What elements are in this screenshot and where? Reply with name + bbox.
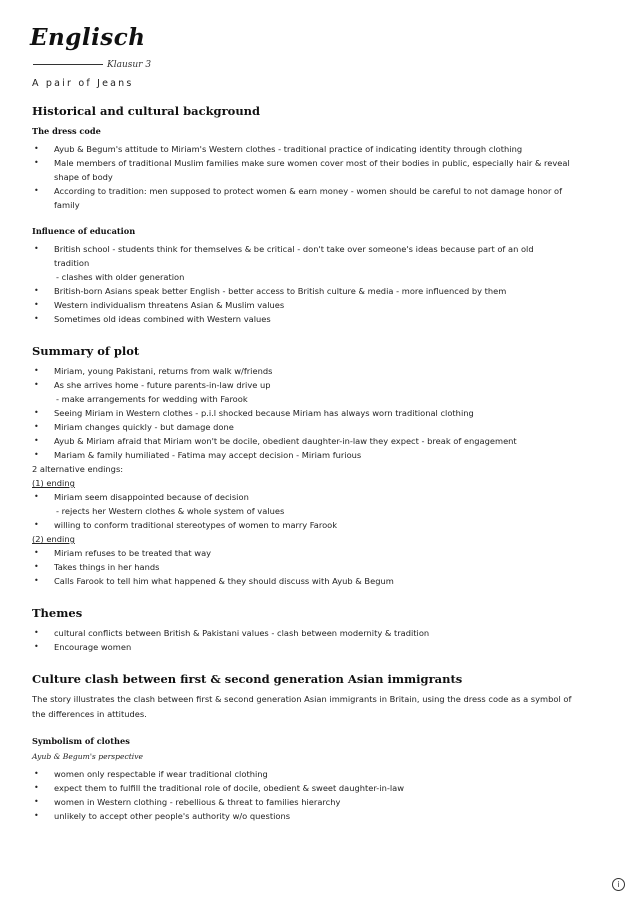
culture-clash-paragraph-line: the differences in attitudes. [32, 709, 147, 719]
list-item: • Ayub & Begum's attitude to Miriam's Western clothes - traditional practice of indicating identity through clothing [32, 142, 612, 156]
list-item: • British-born Asians speak better English - better access to British culture & media - more influenced by them [32, 284, 612, 298]
list-subitem: - clashes with older generation [56, 272, 185, 282]
list-item: • unlikely to accept other people's authority w/o questions [32, 809, 612, 823]
document-name: A pair of Jeans [32, 78, 134, 89]
subtitle [33, 60, 151, 70]
list-item: • Takes things in her hands [32, 560, 612, 574]
list-item: • Miriam seem disappointed because of decision [32, 490, 612, 504]
ending-1-list-2 [32, 518, 612, 532]
list-item: • Ayub & Miriam afraid that Miriam won't be docile, obedient daughter-in-law they expect - break of engagement [32, 434, 612, 448]
list-item: • cultural conflicts between British & Pakistani values - clash between modernity & tradition [32, 626, 612, 640]
list-item: • Mariam & family humiliated - Fatima may accept decision - Miriam furious [32, 448, 612, 462]
education-list-2 [32, 284, 612, 326]
heading-symbolism: Symbolism of clothes [32, 736, 130, 746]
list-item-continuation: tradition [54, 258, 90, 268]
list-item-continuation: family [54, 200, 80, 210]
education-list [32, 242, 612, 256]
page-title: Englisch [30, 24, 146, 51]
list-item: • As she arrives home - future parents-in-law drive up [32, 378, 612, 392]
subtitle-scribble [33, 64, 103, 65]
list-item: • Calls Farook to tell him what happened & they should discuss with Ayub & Begum [32, 574, 612, 588]
heading-historical: Historical and cultural background [32, 104, 261, 118]
themes-list [32, 626, 612, 654]
ending-2-list [32, 546, 612, 588]
plot-list [32, 364, 612, 392]
subtitle-text: Klausur 3 [107, 60, 152, 70]
ending-1-label: (1) ending [32, 478, 75, 488]
list-item: • According to tradition: men supposed to protect women & earn money - women should be careful to not damage honor of [32, 184, 612, 198]
ending-2-label: (2) ending [32, 534, 75, 544]
list-item: • Male members of traditional Muslim families make sure women cover most of their bodies in public, especially hair & reveal [32, 156, 612, 170]
dress-code-list-2 [32, 184, 612, 198]
list-item: • Sometimes old ideas combined with Western values [32, 312, 612, 326]
list-item: • women only respectable if wear traditional clothing [32, 767, 612, 781]
plot-list-2 [32, 406, 612, 462]
list-item: • Western individualism threatens Asian & Muslim values [32, 298, 612, 312]
heading-plot: Summary of plot [32, 344, 140, 358]
heading-themes: Themes [32, 606, 83, 620]
list-item: • Miriam refuses to be treated that way [32, 546, 612, 560]
list-item: • willing to conform traditional stereotypes of women to marry Farook [32, 518, 612, 532]
heading-culture-clash: Culture clash between first & second generation Asian immigrants [32, 672, 463, 686]
list-item: • expect them to fulfill the traditional role of docile, obedient & sweet daughter-in-law [32, 781, 612, 795]
list-item: • Miriam, young Pakistani, returns from walk w/friends [32, 364, 612, 378]
list-item: • women in Western clothing - rebellious & threat to families hierarchy [32, 795, 612, 809]
symbolism-list [32, 767, 612, 823]
list-item: • Encourage women [32, 640, 612, 654]
heading-education: Influence of education [32, 226, 136, 236]
ending-1-list [32, 490, 612, 504]
dress-code-list [32, 142, 612, 170]
content [32, 104, 612, 823]
alt-endings-label: 2 alternative endings: [32, 464, 124, 474]
info-icon[interactable]: i [612, 878, 625, 891]
list-subitem: - make arrangements for wedding with Farook [56, 394, 248, 404]
heading-perspective: Ayub & Begum's perspective [32, 752, 143, 761]
culture-clash-paragraph-line: The story illustrates the clash between first & second generation Asian immigrants in Britain, using the dress code as a symbol of [32, 694, 572, 704]
list-item: • Miriam changes quickly - but damage done [32, 420, 612, 434]
list-subitem: - rejects her Western clothes & whole system of values [56, 506, 285, 516]
list-item-continuation: shape of body [54, 172, 113, 182]
list-item: • Seeing Miriam in Western clothes - p.i.l shocked because Miriam has always worn traditional clothing [32, 406, 612, 420]
heading-dress-code: The dress code [32, 126, 101, 136]
list-item: • British school - students think for themselves & be critical - don't take over someone's ideas because part of an old [32, 242, 612, 256]
